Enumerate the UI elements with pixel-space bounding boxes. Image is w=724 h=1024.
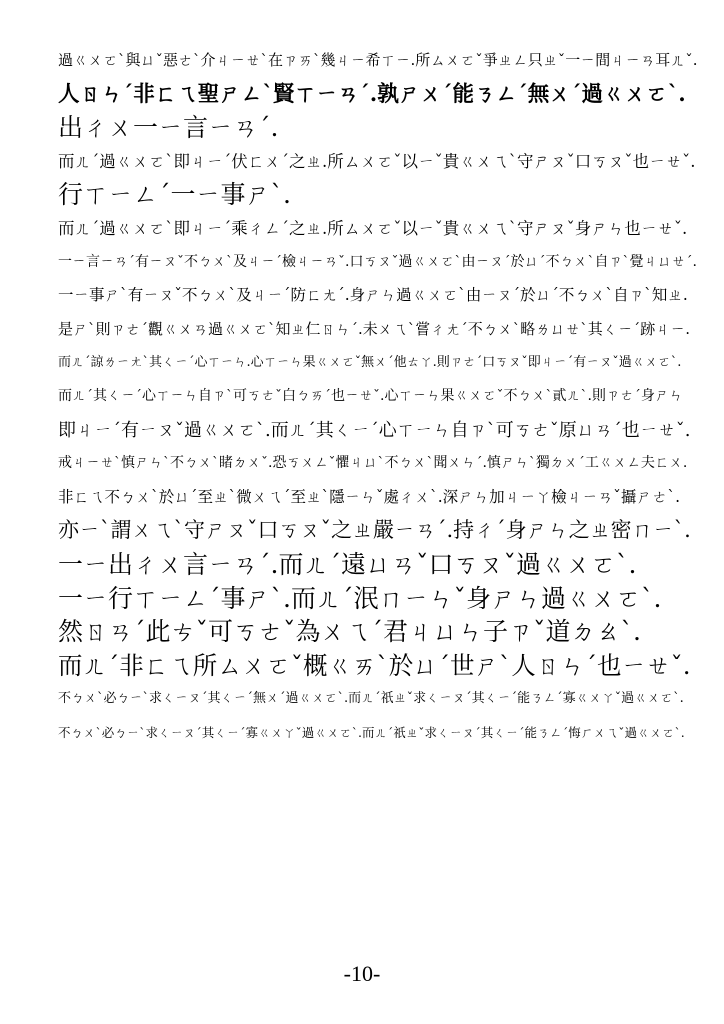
text-line-21: 不ㄅㄨˋ必ㄅㄧˋ求ㄑㄧㄡˊ其ㄑㄧˊ寡ㄍㄨㄚˇ過ㄍㄨㄛˋ.而ㄦˊ祇ㄓˇ求ㄑㄧㄡˊ其ㄑㄧˊ能ㄋㄥˊ悔ㄏㄨㄟˇ過ㄍㄨㄛˋ. — [58, 724, 685, 740]
text-line-19: 而ㄦˊ非ㄈㄟ所ㄙㄨㄛˇ概ㄍㄞˋ於ㄩˊ世ㄕˋ人ㄖㄣˊ也ㄧㄝˇ. — [58, 650, 691, 680]
text-line-6: 而ㄦˊ過ㄍㄨㄛˋ即ㄐㄧˊ乘ㄔㄥˊ之ㄓ.所ㄙㄨㄛˇ以ㄧˇ貴ㄍㄨㄟˋ守ㄕㄡˇ身ㄕㄣ也ㄧㄝˇ. — [58, 218, 688, 238]
text-line-11: 而ㄦˊ其ㄑㄧˊ心ㄒㄧㄣ自ㄗˋ可ㄎㄜˇ白ㄅㄞˊ也ㄧㄝˇ.心ㄒㄧㄣ果ㄍㄨㄛˇ不ㄅㄨˋ貳ㄦˋ.則ㄗㄜˊ身ㄕㄣ — [58, 387, 683, 404]
text-line-14: 非ㄈㄟ不ㄅㄨˋ於ㄩˊ至ㄓˋ微ㄨㄟˊ至ㄓˋ隱ㄧㄣˇ處ㄔㄨˋ.深ㄕㄣ加ㄐㄧㄚ檢ㄐㄧㄢˇ攝ㄕㄜˋ. — [58, 487, 681, 506]
text-line-10: 而ㄦˊ諒ㄌㄧㄤˋ其ㄑㄧˊ心ㄒㄧㄣ.心ㄒㄧㄣ果ㄍㄨㄛˇ無ㄨˊ他ㄊㄚ.則ㄗㄜˊ口ㄎㄡˇ即ㄐㄧˊ有ㄧㄡˇ過ㄍㄨㄛˋ. — [58, 355, 682, 371]
text-line-13: 戒ㄐㄧㄝˋ慎ㄕㄣˋ不ㄅㄨˋ睹ㄉㄨˇ.恐ㄎㄨㄥˇ懼ㄐㄩˋ不ㄅㄨˋ聞ㄨㄣˊ.慎ㄕㄣˋ獨ㄉㄨˊ工ㄍㄨㄥ夫ㄈㄨ. — [58, 455, 688, 472]
text-line-2: 人ㄖㄣˊ非ㄈㄟ聖ㄕㄥˋ賢ㄒㄧㄢˊ.孰ㄕㄨˊ能ㄋㄥˊ無ㄨˊ過ㄍㄨㄛˋ. — [58, 81, 686, 107]
text-line-3: 出ㄔㄨ一ㄧ言ㄧㄢˊ. — [58, 113, 279, 143]
text-line-15: 亦ㄧˋ謂ㄨㄟˋ守ㄕㄡˇ口ㄎㄡˇ之ㄓ嚴ㄧㄢˊ.持ㄔˊ身ㄕㄣ之ㄓ密ㄇㄧˋ. — [58, 518, 691, 543]
text-line-20: 不ㄅㄨˋ必ㄅㄧˋ求ㄑㄧㄡˊ其ㄑㄧˊ無ㄨˊ過ㄍㄨㄛˋ.而ㄦˊ祇ㄓˇ求ㄑㄧㄡˊ其ㄑㄧˊ能ㄋㄥˊ寡ㄍㄨㄚˇ過ㄍㄨㄛˋ. — [58, 691, 684, 707]
text-line-1: 過ㄍㄨㄛˋ與ㄩˇ惡ㄜˋ介ㄐㄧㄝˋ在ㄗㄞˋ幾ㄐㄧ希ㄒㄧ.所ㄙㄨㄛˇ爭ㄓㄥ只ㄓˇ一ㄧ間ㄐㄧㄢ耳ㄦˇ. — [58, 51, 698, 69]
page-number: -10- — [343, 961, 381, 986]
text-line-17: 一ㄧ行ㄒㄧㄥˊ事ㄕˋ.而ㄦˊ泯ㄇㄧㄣˇ身ㄕㄣ過ㄍㄨㄛˋ. — [58, 583, 662, 613]
text-line-7: 一ㄧ言ㄧㄢˊ有ㄧㄡˇ不ㄅㄨˋ及ㄐㄧˊ檢ㄐㄧㄢˇ.口ㄎㄡˇ過ㄍㄨㄛˋ由ㄧㄡˊ於ㄩˊ不ㄅㄨˋ自ㄗˋ覺ㄐㄩㄝˊ. — [58, 253, 697, 270]
text-body — [58, 44, 698, 749]
text-line-16: 一ㄧ出ㄔㄨ言ㄧㄢˊ.而ㄦˊ遠ㄩㄢˇ口ㄎㄡˇ過ㄍㄨㄛˋ. — [58, 549, 637, 579]
text-line-4: 而ㄦˊ過ㄍㄨㄛˋ即ㄐㄧˊ伏ㄈㄨˊ之ㄓ.所ㄙㄨㄛˇ以ㄧˇ貴ㄍㄨㄟˋ守ㄕㄡˇ口ㄎㄡˇ也ㄧㄝˇ. — [58, 151, 696, 171]
text-line-12: 即ㄐㄧˊ有ㄧㄡˇ過ㄍㄨㄛˋ.而ㄦˊ其ㄑㄧˊ心ㄒㄧㄣ自ㄗˋ可ㄎㄜˇ原ㄩㄢˊ也ㄧㄝˇ. — [58, 419, 691, 441]
text-line-5: 行ㄒㄧㄥˊ一ㄧ事ㄕˋ. — [58, 180, 291, 210]
text-line-8: 一ㄧ事ㄕˋ有ㄧㄡˇ不ㄅㄨˋ及ㄐㄧˊ防ㄈㄤˊ.身ㄕㄣ過ㄍㄨㄛˋ由ㄧㄡˊ於ㄩˊ不ㄅㄨˋ自ㄗˋ知ㄓ. — [58, 286, 688, 305]
text-line-9: 是ㄕˋ則ㄗㄜˊ觀ㄍㄨㄢ過ㄍㄨㄛˋ知ㄓ仁ㄖㄣˊ.未ㄨㄟˋ嘗ㄔㄤˊ不ㄅㄨˋ略ㄌㄩㄝˋ其ㄑㄧˊ跡ㄐㄧ. — [58, 319, 691, 338]
text-line-18: 然ㄖㄢˊ此ㄘˇ可ㄎㄜˇ為ㄨㄟˊ君ㄐㄩㄣ子ㄗˇ道ㄉㄠˋ. — [58, 617, 641, 647]
